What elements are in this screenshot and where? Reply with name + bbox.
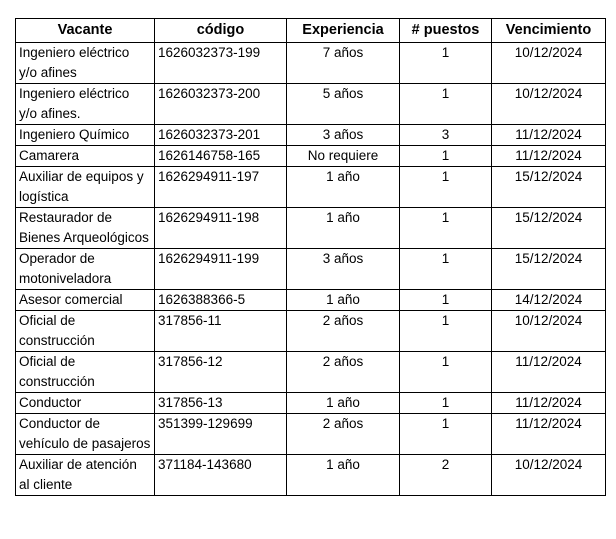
cell-codigo: 371184-143680	[155, 455, 287, 496]
cell-vacante: Auxiliar de equipos y logística	[16, 167, 155, 208]
cell-vacante: Ingeniero eléctrico y/o afines.	[16, 84, 155, 125]
cell-codigo: 1626294911-197	[155, 167, 287, 208]
cell-codigo: 1626294911-199	[155, 249, 287, 290]
cell-puestos: 1	[400, 311, 492, 352]
cell-vacante: Camarera	[16, 146, 155, 167]
cell-vencimiento: 15/12/2024	[492, 249, 606, 290]
cell-puestos: 1	[400, 352, 492, 393]
table-row	[16, 290, 606, 311]
table-row	[16, 249, 606, 290]
header-vacante: Vacante	[16, 19, 155, 43]
cell-puestos: 1	[400, 414, 492, 455]
cell-codigo: 1626388366-5	[155, 290, 287, 311]
cell-vencimiento: 14/12/2024	[492, 290, 606, 311]
table-row	[16, 125, 606, 146]
table-row	[16, 311, 606, 352]
cell-vencimiento: 15/12/2024	[492, 167, 606, 208]
cell-experiencia: 7 años	[287, 43, 400, 84]
header-codigo: código	[155, 19, 287, 43]
cell-vencimiento: 11/12/2024	[492, 125, 606, 146]
table-header-row	[16, 19, 606, 43]
cell-vacante: Ingeniero eléctrico y/o afines	[16, 43, 155, 84]
cell-codigo: 351399-129699	[155, 414, 287, 455]
cell-experiencia: 1 año	[287, 208, 400, 249]
cell-vacante: Auxiliar de atención al cliente	[16, 455, 155, 496]
table-row	[16, 146, 606, 167]
cell-puestos: 2	[400, 455, 492, 496]
cell-puestos: 1	[400, 249, 492, 290]
cell-vencimiento: 11/12/2024	[492, 352, 606, 393]
cell-codigo: 1626146758-165	[155, 146, 287, 167]
cell-codigo: 1626032373-201	[155, 125, 287, 146]
cell-vacante: Ingeniero Químico	[16, 125, 155, 146]
cell-experiencia: 2 años	[287, 311, 400, 352]
vacancies-table	[15, 18, 606, 496]
cell-experiencia: 1 año	[287, 455, 400, 496]
cell-codigo: 317856-13	[155, 393, 287, 414]
cell-experiencia: 5 años	[287, 84, 400, 125]
cell-vacante: Oficial de construcción	[16, 311, 155, 352]
table-row	[16, 455, 606, 496]
cell-experiencia: 1 año	[287, 290, 400, 311]
cell-experiencia: No requiere	[287, 146, 400, 167]
cell-experiencia: 2 años	[287, 414, 400, 455]
cell-puestos: 1	[400, 167, 492, 208]
cell-vencimiento: 11/12/2024	[492, 414, 606, 455]
cell-puestos: 3	[400, 125, 492, 146]
cell-codigo: 1626032373-199	[155, 43, 287, 84]
cell-experiencia: 1 año	[287, 167, 400, 208]
cell-puestos: 1	[400, 84, 492, 125]
header-experiencia: Experiencia	[287, 19, 400, 43]
cell-puestos: 1	[400, 146, 492, 167]
cell-vencimiento: 11/12/2024	[492, 146, 606, 167]
cell-vacante: Asesor comercial	[16, 290, 155, 311]
cell-puestos: 1	[400, 43, 492, 84]
cell-vacante: Conductor de vehículo de pasajeros	[16, 414, 155, 455]
cell-experiencia: 3 años	[287, 249, 400, 290]
cell-codigo: 317856-12	[155, 352, 287, 393]
table-row	[16, 43, 606, 84]
cell-codigo: 1626032373-200	[155, 84, 287, 125]
header-puestos: # puestos	[400, 19, 492, 43]
cell-codigo: 317856-11	[155, 311, 287, 352]
table-row	[16, 84, 606, 125]
cell-vacante: Conductor	[16, 393, 155, 414]
cell-puestos: 1	[400, 393, 492, 414]
cell-puestos: 1	[400, 208, 492, 249]
header-vencimiento: Vencimiento	[492, 19, 606, 43]
cell-puestos: 1	[400, 290, 492, 311]
cell-vacante: Oficial de construcción	[16, 352, 155, 393]
table-row	[16, 208, 606, 249]
cell-experiencia: 3 años	[287, 125, 400, 146]
cell-vacante: Operador de motoniveladora	[16, 249, 155, 290]
cell-codigo: 1626294911-198	[155, 208, 287, 249]
cell-vencimiento: 11/12/2024	[492, 393, 606, 414]
cell-experiencia: 2 años	[287, 352, 400, 393]
cell-vencimiento: 10/12/2024	[492, 84, 606, 125]
cell-vencimiento: 15/12/2024	[492, 208, 606, 249]
table-row	[16, 352, 606, 393]
cell-vencimiento: 10/12/2024	[492, 43, 606, 84]
table-row	[16, 414, 606, 455]
table-row	[16, 393, 606, 414]
cell-vacante: Restaurador de Bienes Arqueológicos	[16, 208, 155, 249]
cell-vencimiento: 10/12/2024	[492, 455, 606, 496]
cell-vencimiento: 10/12/2024	[492, 311, 606, 352]
table-row	[16, 167, 606, 208]
cell-experiencia: 1 año	[287, 393, 400, 414]
